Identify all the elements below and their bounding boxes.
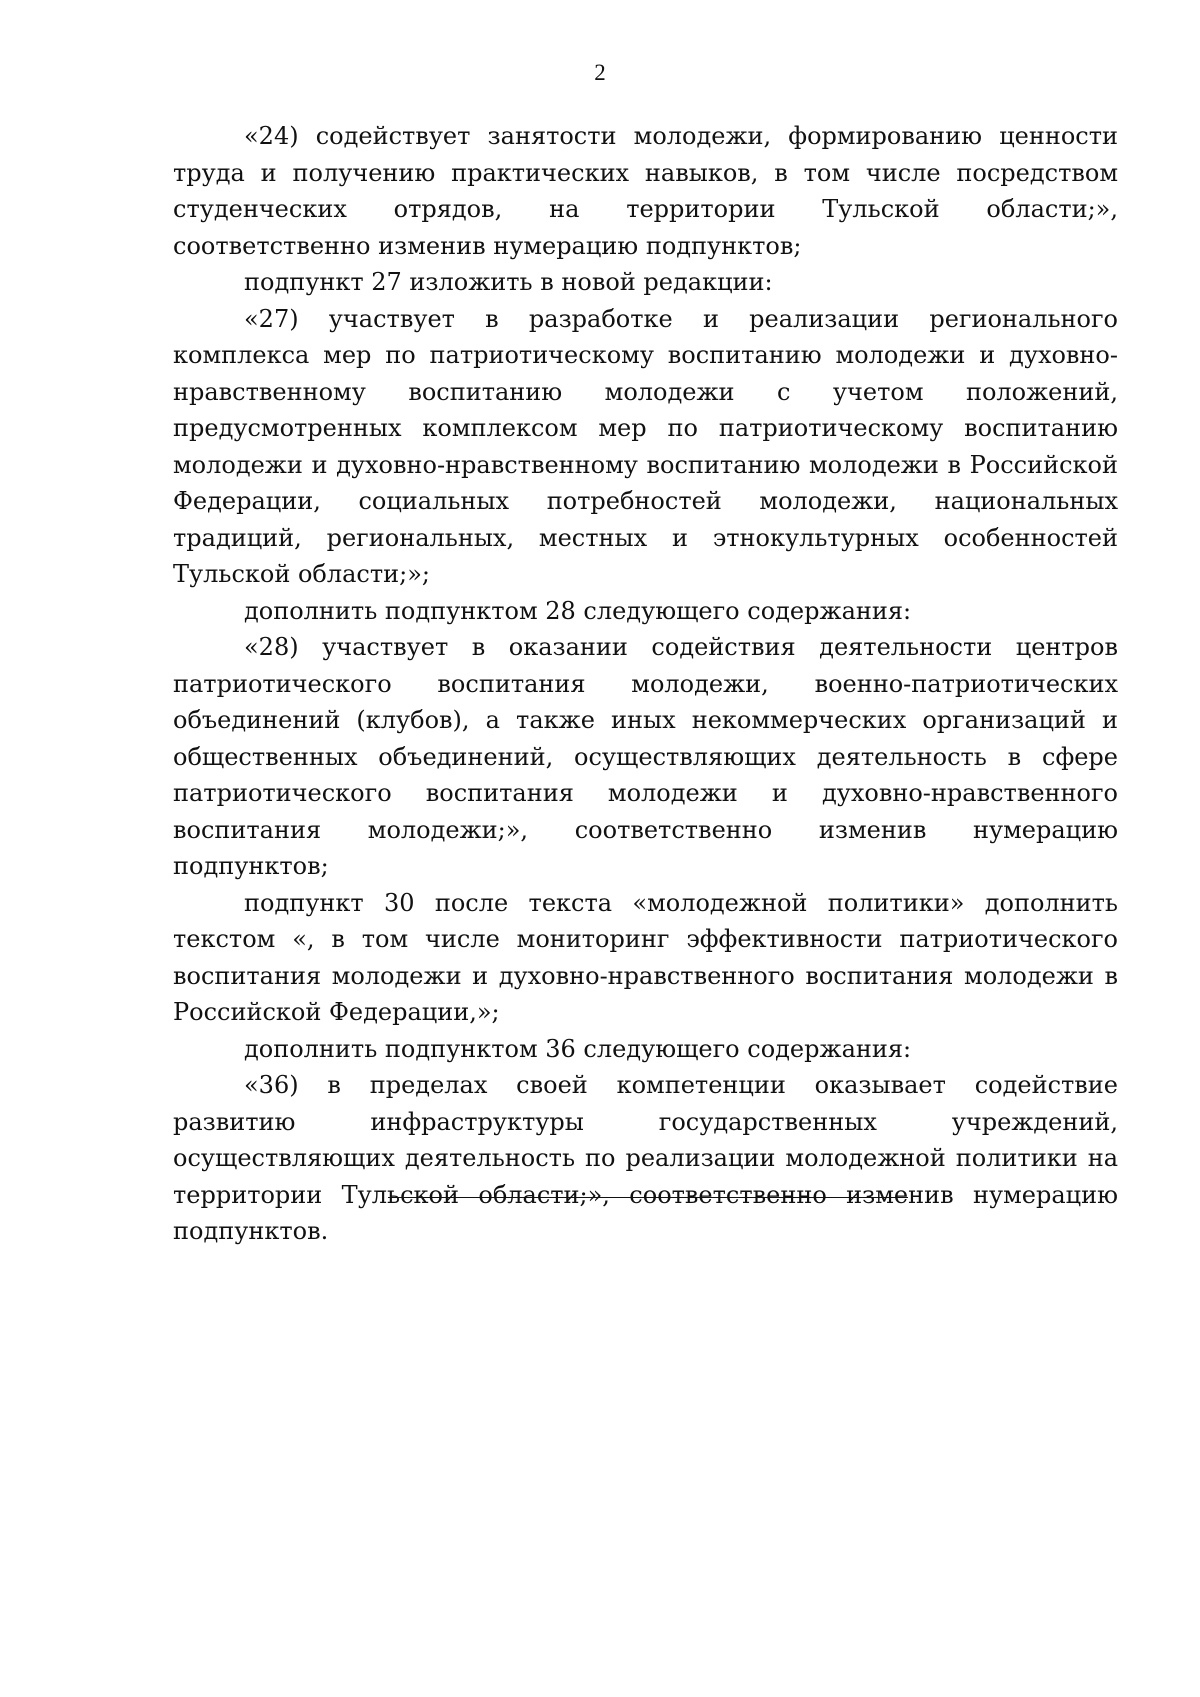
paragraph-instruction-36: дополнить подпунктом 36 следующего содержания: <box>244 1034 912 1063</box>
paragraph-subitem-28: «28) участвует в оказании содействия деятельности центров патриотического воспитания молодежи, военно-патриотических объединений (клубов), а также иных некоммерческих организаций и общественных объединений, осуществляющих деятельность в сфере патриотического воспитания молодежи и духовно-нравственного воспитания молодежи;», соответственно изменив нумерацию подпунктов; <box>173 633 1118 880</box>
closing-rule <box>388 1197 908 1198</box>
paragraph-subitem-27: «27) участвует в разработке и реализации регионального комплекса мер по патриотическому воспитанию молодежи и духовно-нравственному воспитанию молодежи с учетом положений, предусмотренных комплексом мер по патриотическому воспитанию молодежи и духовно-нравственному воспитанию молодежи в Российской Федерации, социальных потребностей молодежи, национальных традиций, региональных, местных и этнокультурных особенностей Тульской области;»; <box>173 304 1118 588</box>
paragraph-subitem-24: «24) содействует занятости молодежи, формированию ценности труда и получению практических навыков, в том числе посредством студенческих отрядов, на территории Тульской области;», соответственно изменив нумерацию подпунктов; <box>173 122 1118 260</box>
page-number: 2 <box>594 60 606 85</box>
paragraph-subitem-36: «36) в пределах своей компетенции оказывает содействие развитию инфраструктуры государственных учреждений, осуществляющих деятельность по реализации молодежной политики на территории Тульской области;», соответственно изменив нумерацию подпунктов. <box>173 1071 1118 1245</box>
paragraph-instruction-28: дополнить подпунктом 28 следующего содержания: <box>244 596 912 625</box>
document-body <box>173 118 1118 1250</box>
paragraph-instruction-30: подпункт 30 после текста «молодежной политики» дополнить текстом «, в том числе мониторинг эффективности патриотического воспитания молодежи и духовно-нравственного воспитания молодежи в Российской Федерации,»; <box>173 888 1118 1026</box>
paragraph-instruction-27: подпункт 27 изложить в новой редакции: <box>244 268 773 296</box>
